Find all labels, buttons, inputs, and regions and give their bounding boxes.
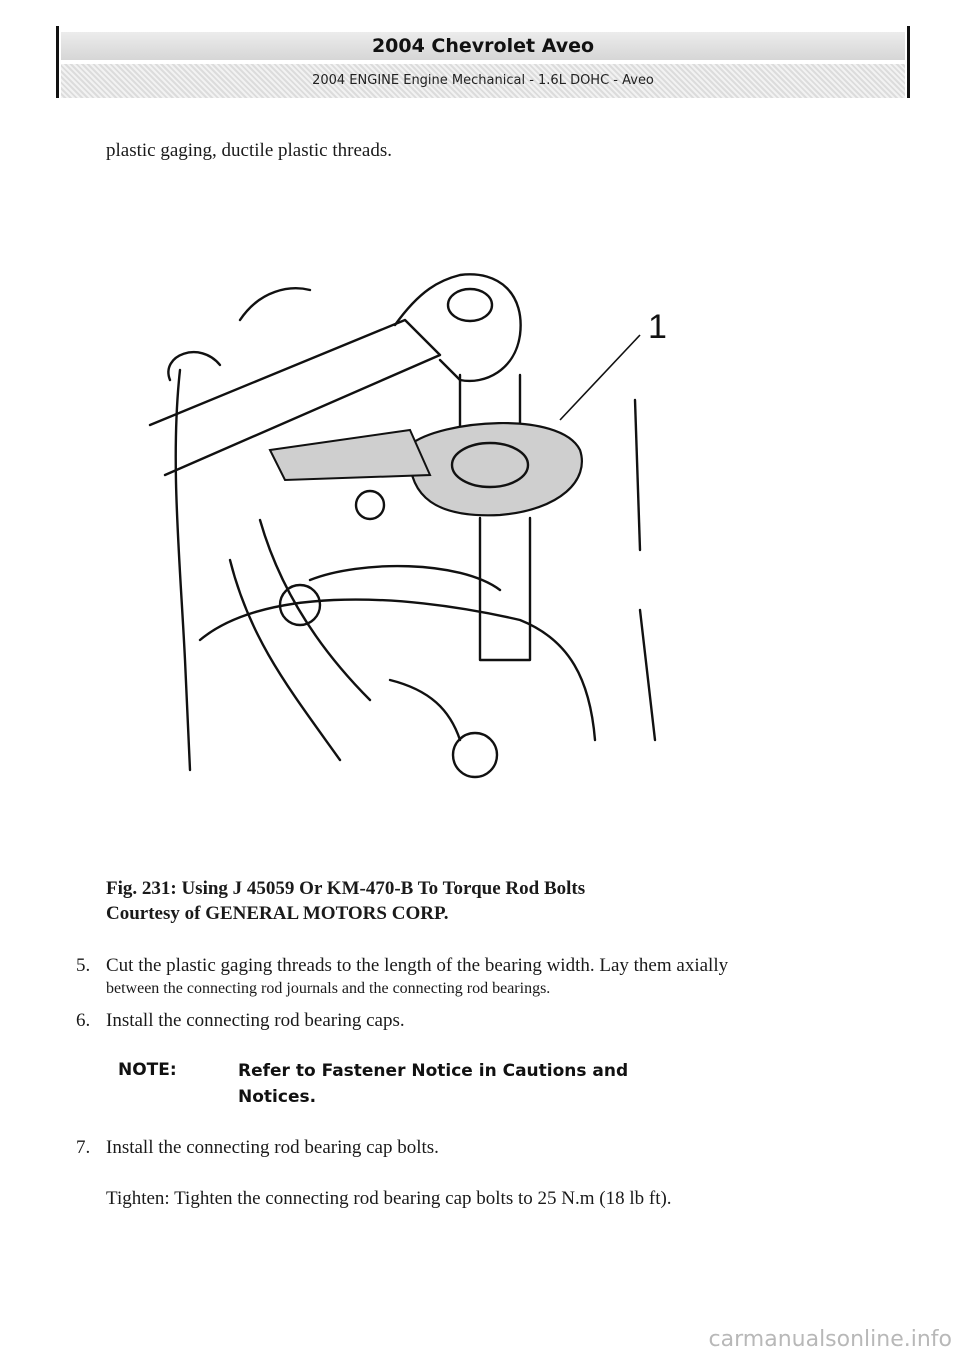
step-7-text: Install the connecting rod bearing cap bolts. bbox=[106, 1137, 439, 1158]
step-6-text: Install the connecting rod bearing caps. bbox=[106, 1010, 405, 1031]
note-label: NOTE: bbox=[118, 1060, 177, 1080]
angle-gauge-arm bbox=[270, 430, 430, 480]
crankshaft-outline bbox=[200, 600, 595, 740]
tool-line-right-1 bbox=[635, 400, 640, 550]
callout-1-leader bbox=[560, 335, 640, 420]
document-title: 2004 Chevrolet Aveo bbox=[61, 32, 905, 60]
tool-line-right-2 bbox=[640, 610, 655, 740]
bearing-cap bbox=[310, 566, 500, 590]
block-arc-top bbox=[240, 288, 310, 320]
step-5-number: 5. bbox=[76, 955, 91, 976]
callout-1-label: 1 bbox=[648, 308, 667, 346]
step-7-number: 7. bbox=[76, 1137, 91, 1158]
figure-caption-line1: Fig. 231: Using J 45059 Or KM-470-B To Torque Rod Bolts bbox=[106, 878, 586, 899]
step-7-tighten-spec: Tighten: Tighten the connecting rod bearing cap bolts to 25 N.m (18 lb ft). bbox=[106, 1188, 672, 1209]
document-header bbox=[56, 26, 910, 98]
bolt-upper-left bbox=[356, 491, 384, 519]
note-text: Refer to Fastener Notice in Cautions and Notices. bbox=[238, 1061, 629, 1107]
block-top-left bbox=[168, 352, 220, 380]
step-5-text-line1: Cut the plastic gaging threads to the length of the bearing width. Lay them axially bbox=[106, 955, 729, 976]
step-6-number: 6. bbox=[76, 1010, 91, 1031]
wrench-socket-top bbox=[448, 289, 492, 321]
torque-wrench-illustration bbox=[140, 260, 700, 790]
intro-line: plastic gaging, ductile plastic threads. bbox=[106, 140, 392, 161]
engine-block-outline bbox=[176, 370, 190, 770]
watermark: carmanualsonline.info bbox=[708, 1327, 952, 1352]
document-subtitle: 2004 ENGINE Engine Mechanical - 1.6L DOHC - Aveo bbox=[61, 64, 905, 98]
step-5-text-line2: between the connecting rod journals and the connecting rod bearings. bbox=[106, 980, 551, 997]
block-ribs bbox=[230, 520, 460, 760]
figure-caption-line2: Courtesy of GENERAL MOTORS CORP. bbox=[106, 903, 449, 924]
torque-angle-disc bbox=[410, 423, 582, 515]
connecting-rod-body bbox=[480, 518, 530, 660]
